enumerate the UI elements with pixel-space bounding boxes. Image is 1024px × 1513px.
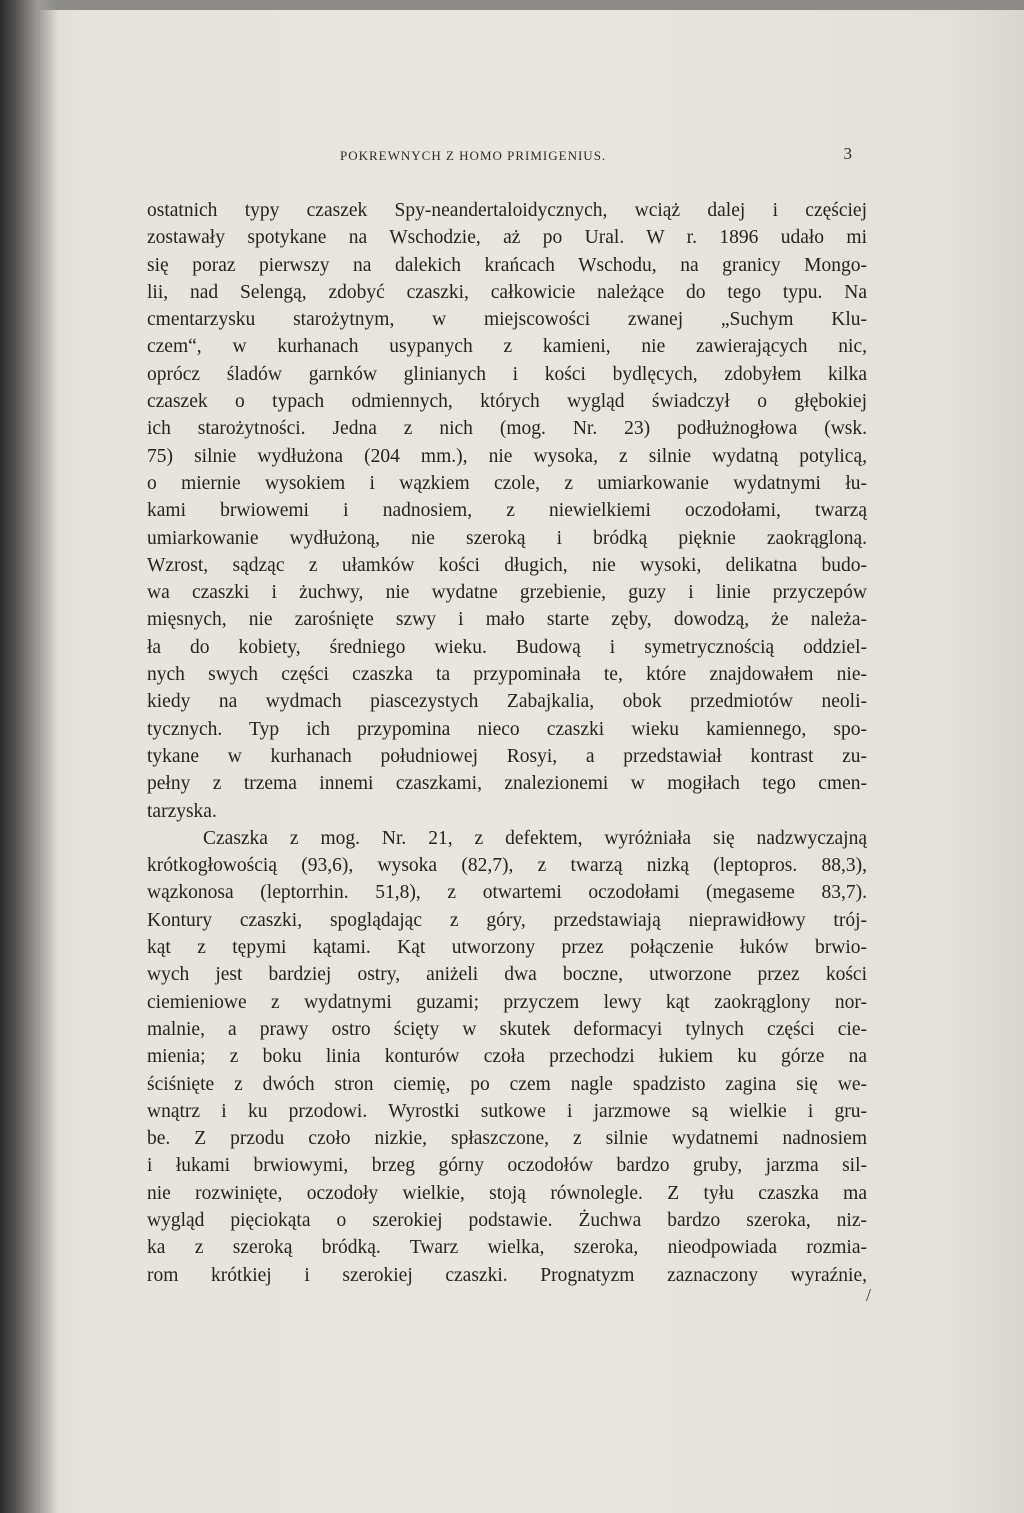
- text-line: 75) silnie wydłużona (204 mm.), nie wysoka, z silnie wydatną potylicą,: [147, 445, 867, 467]
- text-line: ciemieniowe z wydatnymi guzami; przyczem lewy kąt zaokrąglony nor-: [147, 991, 867, 1013]
- text-line: ostatnich typy czaszek Spy-neandertaloidycznych, wciąż dalej i częściej: [147, 200, 867, 221]
- text-line: wnątrz i ku przodowi. Wyrostki sutkowe i jarzmowe są wielkie i gru-: [147, 1100, 867, 1122]
- running-head: [150, 146, 870, 168]
- text-line: cmentarzysku starożytnym, w miejscowości zwanej „Suchym Klu-: [147, 309, 867, 331]
- text-line: ściśnięte z dwóch stron ciemię, po czem nagle spadzisto zagina się we-: [147, 1073, 867, 1095]
- text-line: wygląd pięciokąta o szerokiej podstawie. Żuchwa bardzo szeroka, niz-: [147, 1209, 867, 1231]
- text-line: tycznych. Typ ich przypomina nieco czaszki wieku kamiennego, spo-: [147, 718, 867, 740]
- text-line: mienia; z boku linia konturów czoła przechodzi łukiem ku górze na: [147, 1046, 867, 1068]
- text-line: ka z szeroką bródką. Twarz wielka, szeroka, nieodpowiada rozmia-: [147, 1237, 867, 1259]
- text-line: be. Z przodu czoło nizkie, spłaszczone, z silnie wydatnemi nadnosiem: [147, 1128, 867, 1150]
- text-line: nie rozwinięte, oczodoły wielkie, stoją równolegle. Z tyłu czaszka ma: [147, 1182, 867, 1204]
- body-text: [147, 197, 867, 1289]
- text-line: kąt z tępymi kątami. Kąt utworzony przez połączenie łuków brwio-: [147, 937, 867, 959]
- text-line: Kontury czaszki, spoglądając z góry, przedstawiają nieprawidłowy trój-: [147, 909, 867, 931]
- text-line: się poraz pierwszy na dalekich krańcach Wschodu, na granicy Mongo-: [147, 254, 867, 276]
- text-line: ich starożytności. Jedna z nich (mog. Nr. 23) podłużnogłowa (wsk.: [147, 418, 867, 440]
- text-line: wązkonosa (leptorrhin. 51,8), z otwartemi oczodołami (megaseme 83,7).: [147, 882, 867, 904]
- running-title: POKREWNYCH Z HOMO PRIMIGENIUS.: [340, 148, 607, 163]
- text-line: tykane w kurhanach południowej Rosyi, a przedstawiał kontrast zu-: [147, 745, 867, 767]
- text-line: i łukami brwiowymi, brzeg górny oczodołów bardzo gruby, jarzma sil-: [147, 1155, 867, 1177]
- text-line: o miernie wysokiem i wązkiem czole, z umiarkowanie wydatnymi łu-: [147, 472, 867, 494]
- text-line: pełny z trzema innemi czaszkami, znalezionemi w mogiłach tego cmen-: [147, 773, 867, 795]
- text-line: malnie, a prawy ostro ścięty w skutek deformacyi tylnych części cie-: [147, 1018, 867, 1040]
- text-line: ła do kobiety, średniego wieku. Budową i symetrycznością oddziel-: [147, 636, 867, 658]
- text-line: rom krótkiej i szerokiej czaszki. Prognatyzm zaznaczony wyraźnie,: [147, 1264, 867, 1286]
- text-line: nych swych części czaszka ta przypominała te, które znajdowałem nie-: [147, 664, 867, 686]
- text-line: Wzrost, sądząc z ułamków kości długich, nie wysoki, delikatna budo-: [147, 554, 867, 576]
- text-line: mięsnych, nie zarośnięte szwy i mało starte zęby, dowodzą, że należa-: [147, 609, 867, 631]
- text-line: umiarkowanie wydłużoną, nie szeroką i bródką pięknie zaokrągloną.: [147, 527, 867, 549]
- text-line: kami brwiowemi i nadnosiem, z niewielkiemi oczodołami, twarzą: [147, 500, 867, 522]
- text-line: krótkogłowością (93,6), wysoka (82,7), z twarzą nizką (leptopros. 88,3),: [147, 855, 867, 877]
- text-line: wa czaszki i żuchwy, nie wydatne grzebienie, guzy i linie przyczepów: [147, 582, 867, 604]
- text-line: Czaszka z mog. Nr. 21, z defektem, wyróżniała się nadzwyczajną: [203, 827, 867, 849]
- margin-mark: /: [866, 1285, 872, 1305]
- text-line: kiedy na wydmach piascezystych Zabajkalia, obok przedmiotów neoli-: [147, 691, 867, 713]
- text-line: zostawały spotykane na Wschodzie, aż po Ural. W r. 1896 udało mi: [147, 227, 867, 249]
- binding-shadow: [0, 0, 58, 1513]
- page-number: 3: [843, 144, 852, 163]
- text-line: lii, nad Selengą, zdobyć czaszki, całkowicie należące do tego typu. Na: [147, 281, 867, 303]
- text-line: czem“, w kurhanach usypanych z kamieni, nie zawierających nic,: [147, 336, 867, 358]
- text-line: wych jest bardziej ostry, aniżeli dwa boczne, utworzone przez kości: [147, 964, 867, 986]
- text-line: czaszek o typach odmiennych, których wygląd świadczył o głębokiej: [147, 391, 867, 413]
- text-line: tarzyska.: [147, 800, 217, 822]
- text-line: oprócz śladów garnków glinianych i kości bydlęcych, zdobyłem kilka: [147, 363, 867, 385]
